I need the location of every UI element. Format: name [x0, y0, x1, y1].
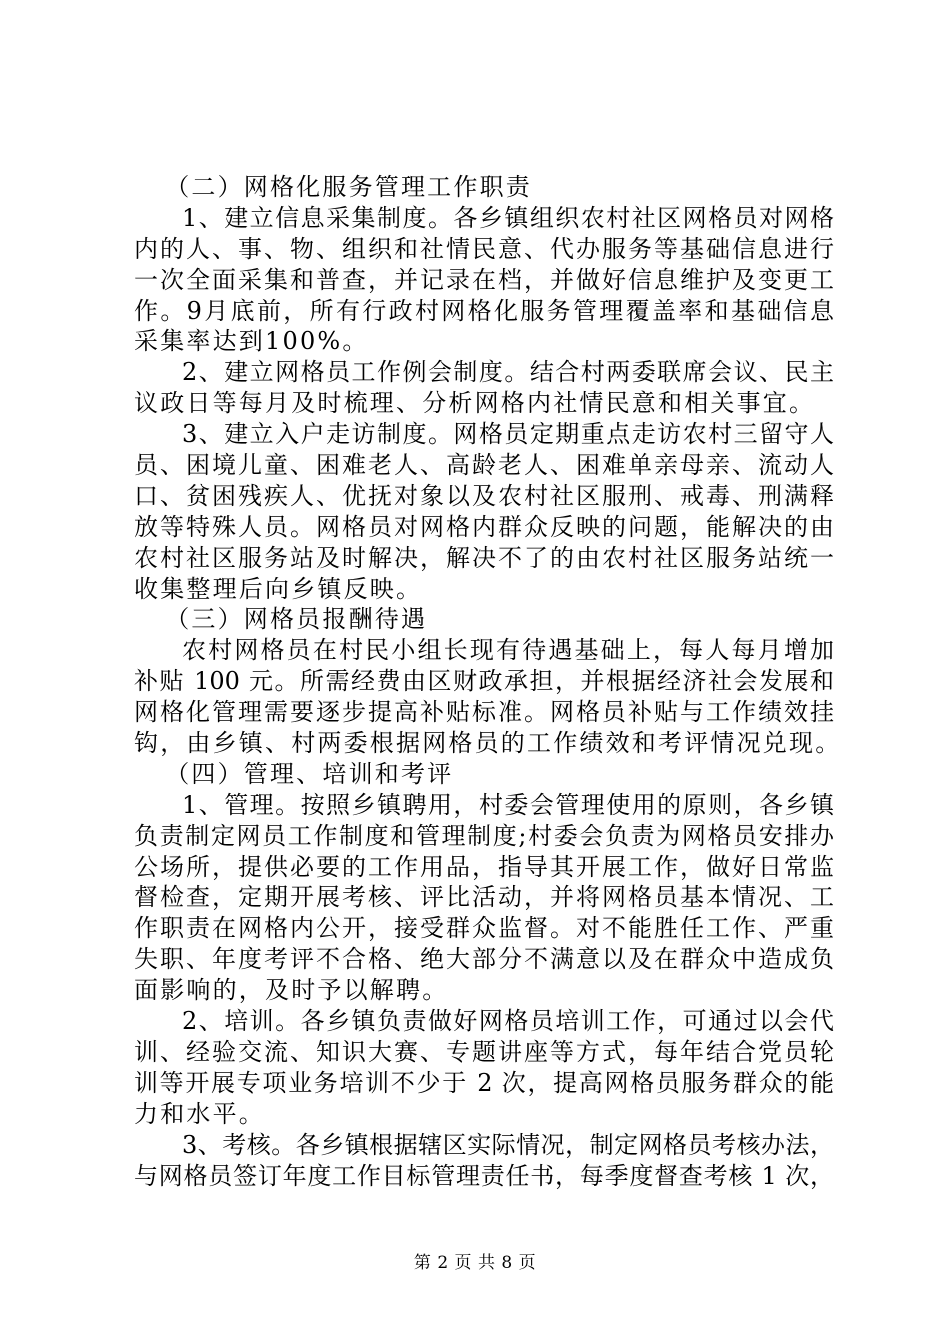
- text-line: （四）管理、培训和考评: [165, 759, 454, 788]
- text-line: 采集率达到100%。: [134, 327, 369, 356]
- text-line: 1、建立信息采集制度。各乡镇组织农村社区网格员对网格: [182, 203, 834, 232]
- text-line: 内的人、事、物、组织和社情民意、代办服务等基础信息进行: [134, 234, 834, 263]
- page-footer: 第 2 页 共 8 页: [413, 1253, 537, 1273]
- text-line: 负责制定网员工作制度和管理制度;村委会负责为网格员安排办: [134, 821, 834, 850]
- text-line: 面影响的，及时予以解聘。: [134, 976, 449, 1005]
- text-line: 议政日等每月及时梳理、分析网格内社情民意和相关事宜。: [134, 389, 816, 418]
- text-line: 员、困境儿童、困难老人、高龄老人、困难单亲母亲、流动人: [134, 451, 834, 480]
- text-line: 2、培训。各乡镇负责做好网格员培训工作，可通过以会代: [182, 1007, 834, 1036]
- text-line: 与网格员签订年度工作目标管理责任书，每季度督查考核 1 次，: [134, 1161, 834, 1190]
- text-line: 3、考核。各乡镇根据辖区实际情况，制定网格员考核办法，: [182, 1130, 834, 1159]
- text-line: 训等开展专项业务培训不少于 2 次，提高网格员服务群众的能: [134, 1068, 834, 1097]
- text-line: 农村社区服务站及时解决，解决不了的由农村社区服务站统一: [134, 543, 834, 572]
- text-line: 作。9月底前，所有行政村网格化服务管理覆盖率和基础信息: [134, 296, 834, 325]
- text-line: 补贴 100 元。所需经费由区财政承担，并根据经济社会发展和: [134, 667, 834, 696]
- text-line: 钩，由乡镇、村两委根据网格员的工作绩效和考评情况兑现。: [134, 729, 842, 758]
- text-line: 3、建立入户走访制度。网格员定期重点走访农村三留守人: [182, 420, 834, 449]
- text-line: 2、建立网格员工作例会制度。结合村两委联席会议、民主: [182, 358, 834, 387]
- text-line: 一次全面采集和普查，并记录在档，并做好信息维护及变更工: [134, 265, 834, 294]
- text-line: 公场所，提供必要的工作用品，指导其开展工作，做好日常监: [134, 852, 834, 881]
- text-line: 作职责在网格内公开，接受群众监督。对不能胜任工作、严重: [134, 914, 834, 943]
- text-line: 力和水平。: [134, 1099, 265, 1128]
- text-line: 1、管理。按照乡镇聘用，村委会管理使用的原则，各乡镇: [182, 790, 834, 819]
- text-line: 训、经验交流、知识大赛、专题讲座等方式，每年结合党员轮: [134, 1037, 834, 1066]
- text-line: 口、贫困残疾人、优抚对象以及农村社区服刑、戒毒、刑满释: [134, 481, 834, 510]
- document-body: [134, 172, 842, 1191]
- text-line: 网格化管理需要逐步提高补贴标准。网格员补贴与工作绩效挂: [134, 698, 834, 727]
- text-line: 农村网格员在村民小组长现有待遇基础上，每人每月增加: [182, 636, 834, 665]
- text-line: 放等特殊人员。网格员对网格内群众反映的问题，能解决的由: [134, 512, 834, 541]
- text-line: 收集整理后向乡镇反映。: [134, 574, 423, 603]
- text-line: 失职、年度考评不合格、绝大部分不满意以及在群众中造成负: [134, 945, 834, 974]
- text-line: （二）网格化服务管理工作职责: [165, 173, 532, 201]
- text-line: 督检查，定期开展考核、评比活动，并将网格员基本情况、工: [134, 883, 834, 912]
- text-line: （三）网格员报酬待遇: [165, 605, 428, 634]
